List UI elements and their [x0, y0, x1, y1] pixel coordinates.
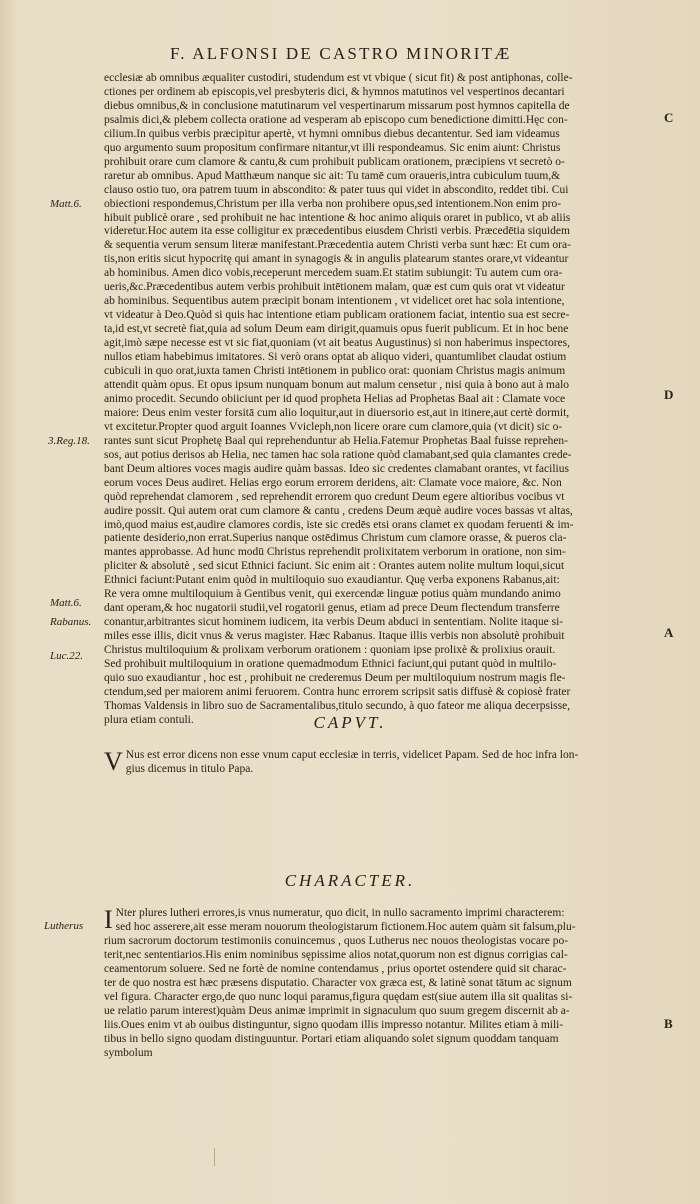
text-line: videretur.Hoc autem ita esse colligitur ex præcedentibus eiusdem Christi verbis. Præcedētia siquidem [104, 225, 570, 238]
text-line: obiectioni respondemus,Christum per illa verba non prohibere opus,sed intentionem.Non enim pro- [104, 197, 562, 210]
text-line: raretur ab omnibus. Apud Matthæum nanque sic ait: Tu tamē cum oraueris,intra cubiculum tuum,& [104, 169, 561, 182]
text-line: mantes approbasse. Ad hunc modū Christus reprehendit prolixitatem verborum in oratione, non sim- [104, 546, 566, 559]
text-line: patiente desiderio,non errat.Superius nanque ostēdimus Christum cum clamore orasse, & pueros cla- [104, 532, 567, 545]
running-head: F. ALFONSI DE CASTRO MINORITÆ [170, 44, 512, 63]
text-line: cilium.In quibus verbis præcipitur apertè, vt hymni omnibus diebus decantentur. Sed iam videamus [104, 127, 560, 140]
section-heading-caput: CAPVT. [313, 713, 387, 732]
text-line: quio suo exaudiantur , hoc est , prohibuit ne crederemus Deum per multiloquium nostrum magis fle- [104, 671, 566, 684]
text-line: clauso ostio tuo, ora patrem tuum in abscondito: & pater tuus qui videt in abscondito, reddet tibi. Cui [104, 183, 569, 196]
text-line: conantur,arbitrantes sicut hominem iudicem, ita verbis Deum abduci in sententiam. Nolite itaque si- [104, 616, 564, 629]
text-line: Thomas Valdensis in libro suo de Sacramentalibus,titulo secundo, à quo fateor me aliqua decerpsisse, [104, 699, 571, 712]
text-line: miles esse illis, dicit vnus & verus magister. Hæc Rabanus. Itaque illis verbis non absolutè prohibuit [104, 630, 565, 643]
drop-cap-i: I [104, 905, 113, 934]
text-line: sos, aut potius derisos ab Helia, nec tamen hac sola ratione quòd clamabant,sed quia clamantes crede- [104, 448, 572, 461]
text-line: ctiones per ordinem ab episcopis,vel presbyteris dici, & hymnos matutinos vel vespertinos decantari [104, 85, 565, 98]
page-rule-mark [214, 1148, 215, 1166]
text-line: tis,non eritis sicut hypocritę qui amant in synagogis & in angulis platearum stantes orare,vt videantur [104, 253, 569, 266]
margin-note-rabanus: Rabanus. [50, 616, 92, 628]
side-letter-b: B [664, 1016, 673, 1031]
character-text-line: liis.Oues enim vt ab ouibus distinguntur, signo quodam illis impresso notantur. Milites etiam à mili- [104, 1018, 564, 1031]
text-line: psalmis dici,& plebem collecta oratione ad vesperam ab episcopo cum benedictione dimitti.Hęc con- [104, 113, 568, 126]
character-text-line: sed hoc asserere,ait esse meram nouorum theologistarum fictionem.Hoc autem quàm sit falsum,plu- [115, 920, 576, 933]
text-line: audire possit. Qui autem orat cum clamore & cantu , credens Deum æquè audire voces bassas vt altas, [104, 504, 573, 517]
text-line: attendit quàm opus. Et opus ipsum nunquam bonum aut malum censetur , nisi quia à bono aut à malo [104, 378, 570, 391]
character-text-line: vel figura. Character ergo,de quo nunc loqui paramus,figura quędam est(siue autem illa sit qualitas si- [104, 990, 573, 1003]
text-line: prohibuit orare cum clamore & cantu,& cum prohibuit publicam orationem, præcipiens vt secretò o- [104, 155, 565, 168]
text-line: ta,id est,vt secretè fiat,quia ad solum Deum eam dirigit,quamuis opus fuerit publicum. Et in hoc bene [104, 323, 569, 336]
margin-note-lutherus: Lutherus [44, 920, 84, 932]
text-line: vt videatur à Deo.Quòd si quis hac intentione etiam publicam orationem faciat, intentio sua est secre- [104, 309, 570, 322]
side-letter-d: D [664, 387, 674, 402]
text-line: ab hominibus. Amen dico vobis,receperunt mercedem suam.Et statim subiungit: Tu autem cum ora- [104, 267, 563, 280]
character-text-line: rium sacrorum doctorum testimoniis conuincemus , quos Lutherus nec nouos theologistas vocare po- [104, 934, 569, 947]
margin-note-matt6-second: Matt.6. [50, 597, 82, 609]
side-letter-a: A [664, 625, 674, 640]
text-line: bant Deum altiores voces magis audire quàm bassas. Ideo sic credentes clamabant orantes, vt facilius [104, 462, 569, 475]
text-line: Ethnici faciunt:Putant enim quòd in multiloquio suo exaudiantur. Quę verba exponens Rabanus,ait: [104, 574, 560, 587]
character-text-block [104, 907, 660, 1085]
margin-note-3reg18: 3.Reg.18. [48, 435, 90, 447]
text-line: rantes sunt sicut Prophetę Baal qui reprehenduntur ab Helia.Fatemur Prophetas Baal fuisse reprehen- [104, 434, 569, 447]
text-line: vt excitetur.Propter quod arguit Ioannes Vvicleph,non licere orare cum clamore,quia (vt dicit) sic o- [104, 420, 563, 433]
section-heading-character: CHARACTER. [284, 871, 416, 890]
text-line: quòd reprehendat clamorem , sed reprehendit errorem quo credunt Deum egere altioribus vocibus vt [104, 490, 565, 503]
text-line: pliciter & absolutè , sed sicut Ethnici faciunt. Sic enim ait : Orantes autem nolite multum loqui,sicut [104, 560, 565, 573]
text-line: ctendum,sed per maiorem animi feruorem. Contra hunc errorem scripsit satis diffusè & copiosè frater [104, 685, 571, 698]
text-line: maiore: Deus enim vester forsitā cum alio loquitur,aut in diuersorio est,aut in itinere,aut certè dormit, [104, 406, 570, 419]
text-line: quo argumento suum propositum confirmare nitantur,vt illi respondeamus. Sic enim aiunt: Christus [104, 141, 561, 154]
text-line: ueris,&c.Præcedentibus autem verbis prohibuit intētionem malam, quæ est cum quis orat vt videatur [104, 281, 565, 294]
margin-note-luc22: Luc.22. [50, 650, 83, 662]
side-letter-c: C [664, 110, 674, 125]
text-line: diebus omnibus,& in conclusione matutinarum vel vespertinarum missarum post hymnos capitella de [104, 99, 570, 112]
caput-text-block [104, 749, 660, 779]
character-text-line: ter de quo nostra est hæc præsens disputatio. Character vox græca est, & latinè sonat tātum ac signum [104, 976, 572, 989]
text-line: Sed prohibuit multiloquium in oratione quemadmodum Ethnici faciunt,qui putant quòd in multilo- [104, 658, 557, 671]
margin-note-matt6: Matt.6. [50, 198, 82, 210]
character-text-line: symbolum [104, 1046, 153, 1059]
character-text-line: terit,nec sententiarios.His enim nominibus sępissime alios notat,quorum non est dignus corrigias cal- [104, 948, 568, 961]
text-line: hibuit publicè orare , sed prohibuit ne hac intentione & hoc animo aliquis oraret in publico, vt ab aliis [104, 211, 571, 224]
drop-cap-v: V [104, 747, 123, 776]
text-line: eorum voces Deus audiret. Helias ergo eorum errorem deridens, ait: Clamate voce maiore, &c. Non [104, 476, 562, 489]
text-line: & sequentia verum sensum literæ manifestant.Præcedentia autem Christi verba sunt hæc: Et cum ora- [104, 239, 571, 252]
text-line: agit,imò sæpe necesse est vt sic fiat,quoniam (vt ait beatus Augustinus) si non haberimus inspectores, [104, 337, 570, 350]
character-text-line: tibus in bello signo quodam distinguuntur. Portari etiam aliquando solet signum quoddam tanquam [104, 1032, 559, 1045]
character-text-line: ceamentorum soluere. Sed ne fortè de nomine contendamus , prius oportet ostendere quid sit charac- [104, 962, 567, 975]
text-line: Christus multiloquium & prolixam verborum orationem : quoniam ipse prolixè & prolixius orauit. [104, 644, 556, 657]
character-text-line: Nter plures lutheri errores,is vnus numeratur, quo dicit, in nullo sacramento imprimi characterem: [115, 907, 565, 919]
text-line: Re vera omne multiloquium à Gentibus venit, qui exercendæ linguæ potius quàm mundando animo [104, 588, 561, 601]
text-line: nullos etiam habebimus imitatores. Si verò orans optat ab aliquo videri, quantumlibet claudat ostium [104, 351, 567, 364]
text-line: plura etiam contuli. [104, 713, 194, 726]
caput-text-line: Nus est error dicens non esse vnum caput ecclesiæ in terris, videlicet Papam. Sed de hoc infra lon- [125, 749, 579, 761]
text-line: animo procedit. Secundo obiiciunt per id quod propheta Helias ad Prophetas Baal ait : Clamate voce [104, 392, 566, 405]
text-line: imò,quod maius est,audire clamores cordis, iste sic credēs etsi orans clamet ex quodam feruenti & im- [104, 518, 574, 531]
caput-text-line: gius dicemus in titulo Papa. [125, 762, 254, 775]
text-line: ecclesiæ ab omnibus æqualiter custodiri, studendum est vt vbique ( sicut fit) & post antiphonas, colle- [104, 72, 573, 84]
character-text-line: ue relatio parum interest)quàm Deus animæ imprimit in signaculum quo suum gregem discernit ab a- [104, 1004, 570, 1017]
text-line: dant operam,& hoc nugatorii studii,vel rogatorii genus, etiam ad prece Deum flectendum transferre [104, 602, 560, 615]
text-line: ab hominibus. Sequentibus autem præcipit bonam intentionem , vt videlicet oret hac sola intentione, [104, 295, 565, 308]
text-line: cubiculi in quo orat,iuxta tamen Christi intētionem in publico orat: quoniam Christus magis animum [104, 365, 566, 378]
